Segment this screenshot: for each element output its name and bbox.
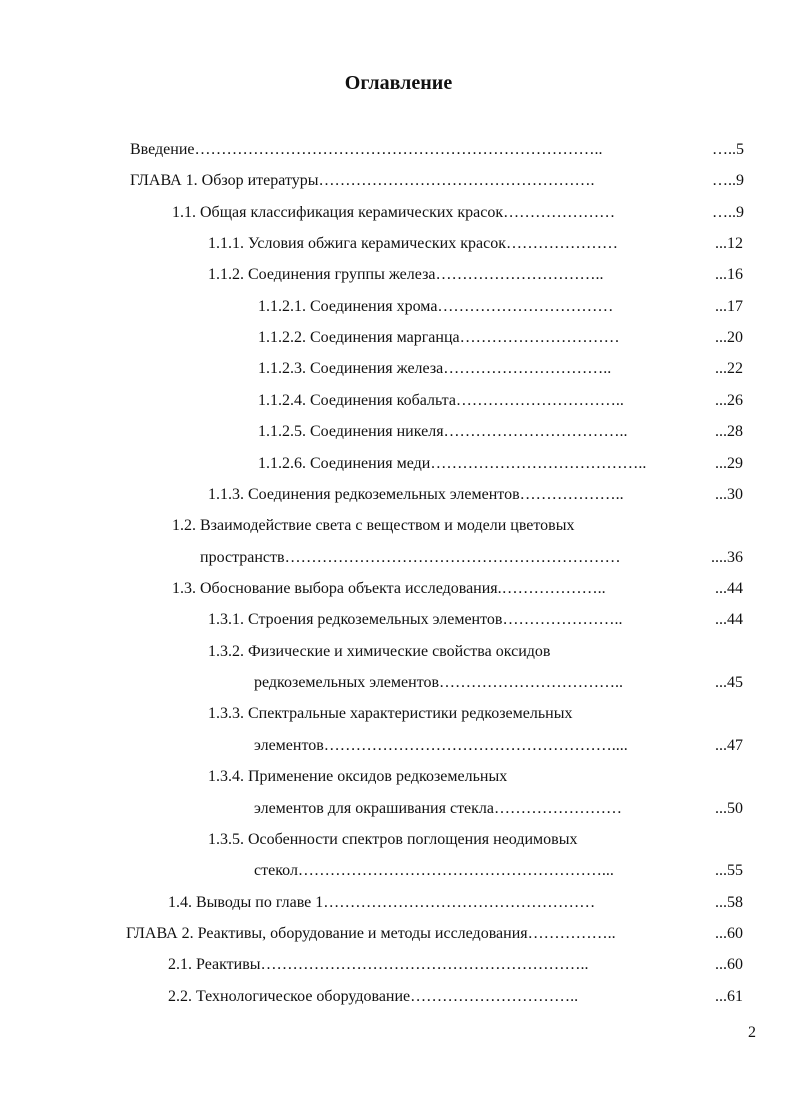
- toc-entry-text: 1.3.1. Строения редкоземельных элементов…………………..: [208, 611, 623, 628]
- toc-entry-text: 1.3.2. Физические и химические свойства оксидов: [208, 643, 551, 660]
- toc-entry-page: …..9: [712, 172, 744, 189]
- toc-entry-page: ...50: [715, 800, 743, 817]
- toc-entry: [172, 577, 700, 601]
- toc-entry: [172, 201, 700, 225]
- toc-entry-page: ...45: [715, 674, 743, 691]
- page-number: 2: [748, 1024, 756, 1041]
- toc-entry-text: 1.3.4. Применение оксидов редкоземельных: [208, 768, 508, 785]
- toc-entry: [130, 169, 700, 193]
- toc-entry-page: ...58: [715, 894, 743, 911]
- toc-entry-page: ...30: [715, 486, 743, 503]
- toc-entry-text: 1.3. Обоснование выбора объекта исследования.………………..: [172, 580, 606, 597]
- toc-entry: [208, 263, 700, 287]
- toc-entry: [200, 546, 700, 570]
- toc-entry: [254, 734, 700, 758]
- toc-entry-text: 2.2. Технологическое оборудование…………………………..: [168, 988, 579, 1005]
- toc-entry-page: ...47: [715, 737, 743, 754]
- toc-entry-page: ...44: [715, 611, 743, 628]
- toc-entry-page: ...12: [715, 235, 743, 252]
- toc-entry-text: 1.1.2.2. Соединения марганца…………………………: [258, 329, 620, 346]
- toc-entry: [172, 514, 712, 538]
- toc-entry: [168, 953, 700, 977]
- toc-entry-text: 1.1.2.3. Соединения железа…………………………..: [258, 360, 612, 377]
- toc-entry: [208, 765, 708, 789]
- toc-entry-text: 2.1. Реактивы……………………………………………………..: [168, 956, 589, 973]
- toc-entry-text: редкоземельных элементов……………………………..: [254, 674, 624, 691]
- toc-entry-text: 1.1.2. Соединения группы железа…………………………..: [208, 266, 604, 283]
- toc-entry: [254, 859, 700, 883]
- toc-entry-page: ...26: [715, 392, 743, 409]
- toc-entry-text: 1.4. Выводы по главе 1……………………………………………: [168, 894, 596, 911]
- toc-entry-text: 1.1. Общая классификация керамических красок…………………: [172, 204, 616, 221]
- toc-entry-text: ГЛАВА 1. Обзор итературы…………………………………………….: [130, 172, 595, 189]
- toc-entry: [208, 640, 708, 664]
- toc-entry-text: 1.3.3. Спектральные характеристики редкоземельных: [208, 705, 573, 722]
- toc-entry-page: ...61: [715, 988, 743, 1005]
- toc-entry-text: 1.1.2.5. Соединения никеля……………………………..: [258, 423, 628, 440]
- toc-entry: [258, 452, 700, 476]
- toc-entry: [258, 420, 700, 444]
- toc-entry: [126, 922, 700, 946]
- toc-entry-text: стекол…………………………………………………...: [254, 862, 614, 879]
- toc-entry-page: ...44: [715, 580, 743, 597]
- toc-entry: [254, 797, 700, 821]
- toc-entry-page: ...60: [715, 925, 743, 942]
- toc-entry-page: ....36: [711, 549, 743, 566]
- toc-entry-page: ...55: [715, 862, 743, 879]
- toc-entry-text: 1.3.5. Особенности спектров поглощения неодимовых: [208, 831, 578, 848]
- toc-entry-page: ...17: [715, 298, 743, 315]
- toc-entry: [168, 891, 700, 915]
- toc-entry: [208, 232, 700, 256]
- toc-entry-page: …..5: [712, 141, 744, 158]
- toc-entry: [208, 608, 700, 632]
- toc-entry-text: 1.1.3. Соединения редкоземельных элементов………………..: [208, 486, 624, 503]
- toc-entry-text: 1.2. Взаимодействие света с веществом и модели цветовых: [172, 517, 575, 534]
- toc-entry: [258, 326, 700, 350]
- toc-entry-text: элементов………………………………………………....: [254, 737, 628, 754]
- toc-entry: [208, 483, 700, 507]
- toc-entry-text: пространств………………………………………………………: [200, 549, 621, 566]
- toc-entry-page: ...29: [715, 455, 743, 472]
- toc-entry-page: ...60: [715, 956, 743, 973]
- toc-entry: [258, 389, 700, 413]
- toc-entry-text: 1.1.1. Условия обжига керамических красок…………………: [208, 235, 618, 252]
- toc-entry-text: 1.1.2.6. Соединения меди…………………………………..: [258, 455, 647, 472]
- toc-entry-text: ГЛАВА 2. Реактивы, оборудование и методы исследования……………..: [126, 925, 616, 942]
- toc-entry-page: ...16: [715, 266, 743, 283]
- toc-entry: [208, 828, 708, 852]
- toc-entry-page: …..9: [712, 204, 744, 221]
- toc-entry: [130, 138, 700, 162]
- toc-entry-text: 1.1.2.4. Соединения кобальта…………………………..: [258, 392, 624, 409]
- toc-entry: [258, 357, 700, 381]
- toc-entry: [258, 295, 700, 319]
- toc-entry: [254, 671, 700, 695]
- toc-entry-page: ...20: [715, 329, 743, 346]
- toc-entry: [168, 985, 700, 1009]
- toc-title: Оглавление: [344, 72, 453, 94]
- toc-entry-text: Введение…………………………………………………………………..: [130, 141, 603, 158]
- toc-entry: [208, 702, 708, 726]
- toc-entry-page: ...28: [715, 423, 743, 440]
- toc-entry-text: элементов для окрашивания стекла……………………: [254, 800, 623, 817]
- toc-entry-text: 1.1.2.1. Соединения хрома……………………………: [258, 298, 614, 315]
- toc-entry-page: ...22: [715, 360, 743, 377]
